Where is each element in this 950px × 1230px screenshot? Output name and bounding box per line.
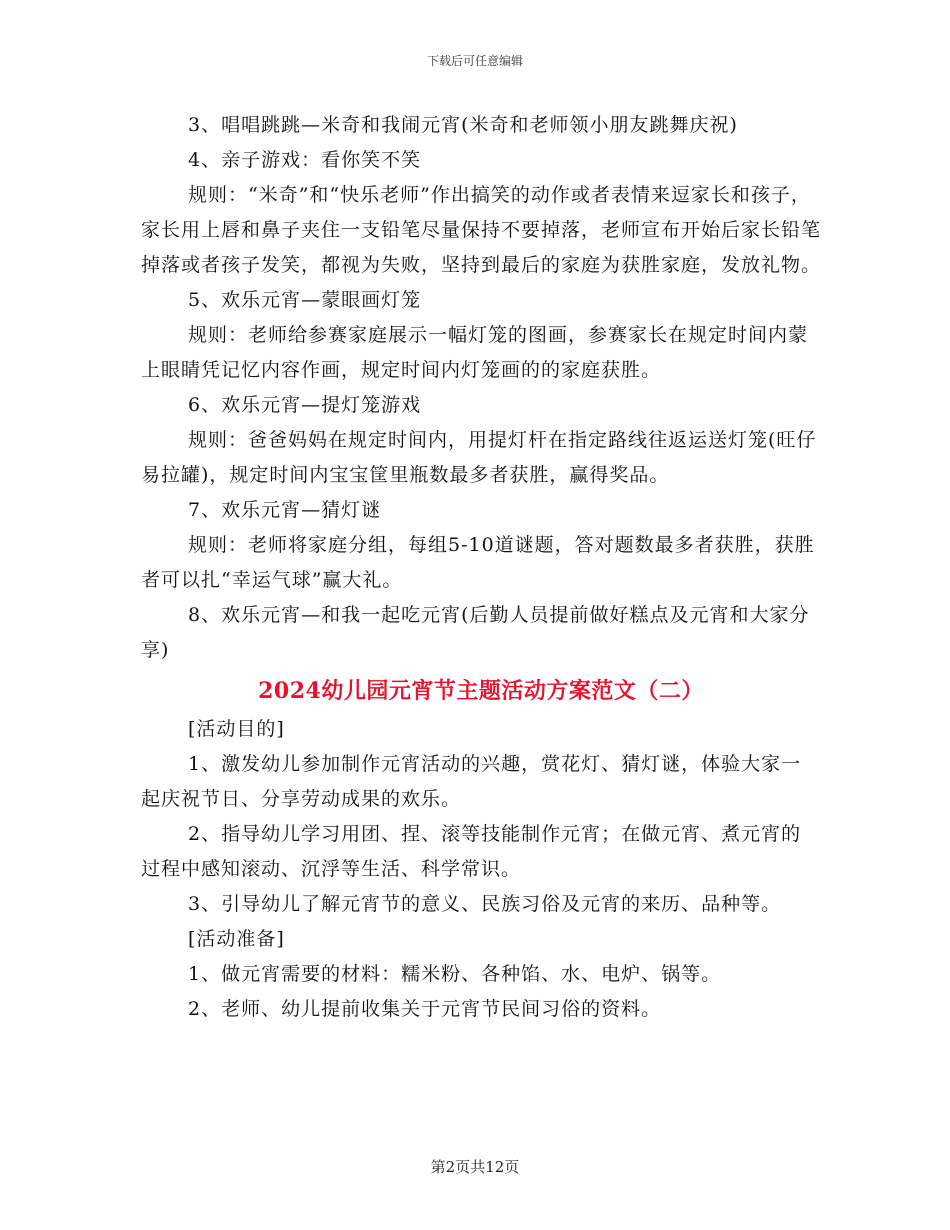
paragraph: 规则：爸爸妈妈在规定时间内，用提灯杆在指定路线往返运送灯笼(旺仔易拉罐)，规定时间内宝宝筐里瓶数最多者获胜，赢得奖品。 [141, 429, 817, 486]
paragraph: 7、欢乐元宵—猜灯谜 [188, 499, 382, 521]
paragraph: 3、引导幼儿了解元宵节的意义、民族习俗及元宵的来历、品种等。 [188, 893, 782, 915]
section-part2 [141, 712, 821, 1027]
paragraph: 规则：老师给参赛家庭展示一幅灯笼的图画，参赛家长在规定时间内蒙上眼睛凭记忆内容作画，规定时间内灯笼画的的家庭获胜。 [141, 324, 809, 381]
paragraph: 2、指导幼儿学习用团、捏、滚等技能制作元宵；在做元宵、煮元宵的过程中感知滚动、沉浮等生活、科学常识。 [141, 823, 802, 880]
paragraph: [活动目的] [188, 718, 285, 740]
paragraph: 1、做元宵需要的材料：糯米粉、各种馅、水、电炉、锅等。 [188, 963, 722, 985]
paragraph: 6、欢乐元宵—提灯笼游戏 [188, 394, 422, 416]
paragraph: [活动准备] [188, 928, 285, 950]
paragraph: 5、欢乐元宵—蒙眼画灯笼 [188, 289, 422, 311]
paragraph: 2、老师、幼儿提前收集关于元宵节民间习俗的资料。 [188, 998, 662, 1020]
section-part1 [141, 108, 821, 668]
page-header: 下载后可任意编辑 [426, 54, 523, 68]
paragraph: 规则：“米奇”和“快乐老师”作出搞笑的动作或者表情来逗家长和孩子，家长用上唇和鼻子夹住一支铅笔尽量保持不要掉落，老师宣布开始后家长铅笔掉落或者孩子发笑，都视为失败，坚持到最后的家庭为获胜家庭，发放礼物。 [141, 184, 822, 276]
page-footer: 第2页共12页 [430, 1158, 520, 1176]
paragraph: 规则：老师将家庭分组，每组5-10道谜题，答对题数最多者获胜，获胜者可以扎“幸运气球”赢大礼。 [141, 534, 815, 591]
document-body [141, 108, 821, 1027]
section-title: 2024幼儿园元宵节主题活动方案范文（二） [258, 678, 704, 704]
paragraph: 8、欢乐元宵—和我一起吃元宵(后勤人员提前做好糕点及元宵和大家分享) [141, 604, 810, 661]
paragraph: 1、激发幼儿参加制作元宵活动的兴趣，赏花灯、猜灯谜，体验大家一起庆祝节日、分享劳动成果的欢乐。 [141, 753, 802, 810]
paragraph: 3、唱唱跳跳—米奇和我闹元宵(米奇和老师领小朋友跳舞庆祝) [188, 114, 738, 136]
paragraph: 4、亲子游戏：看你笑不笑 [188, 149, 422, 171]
